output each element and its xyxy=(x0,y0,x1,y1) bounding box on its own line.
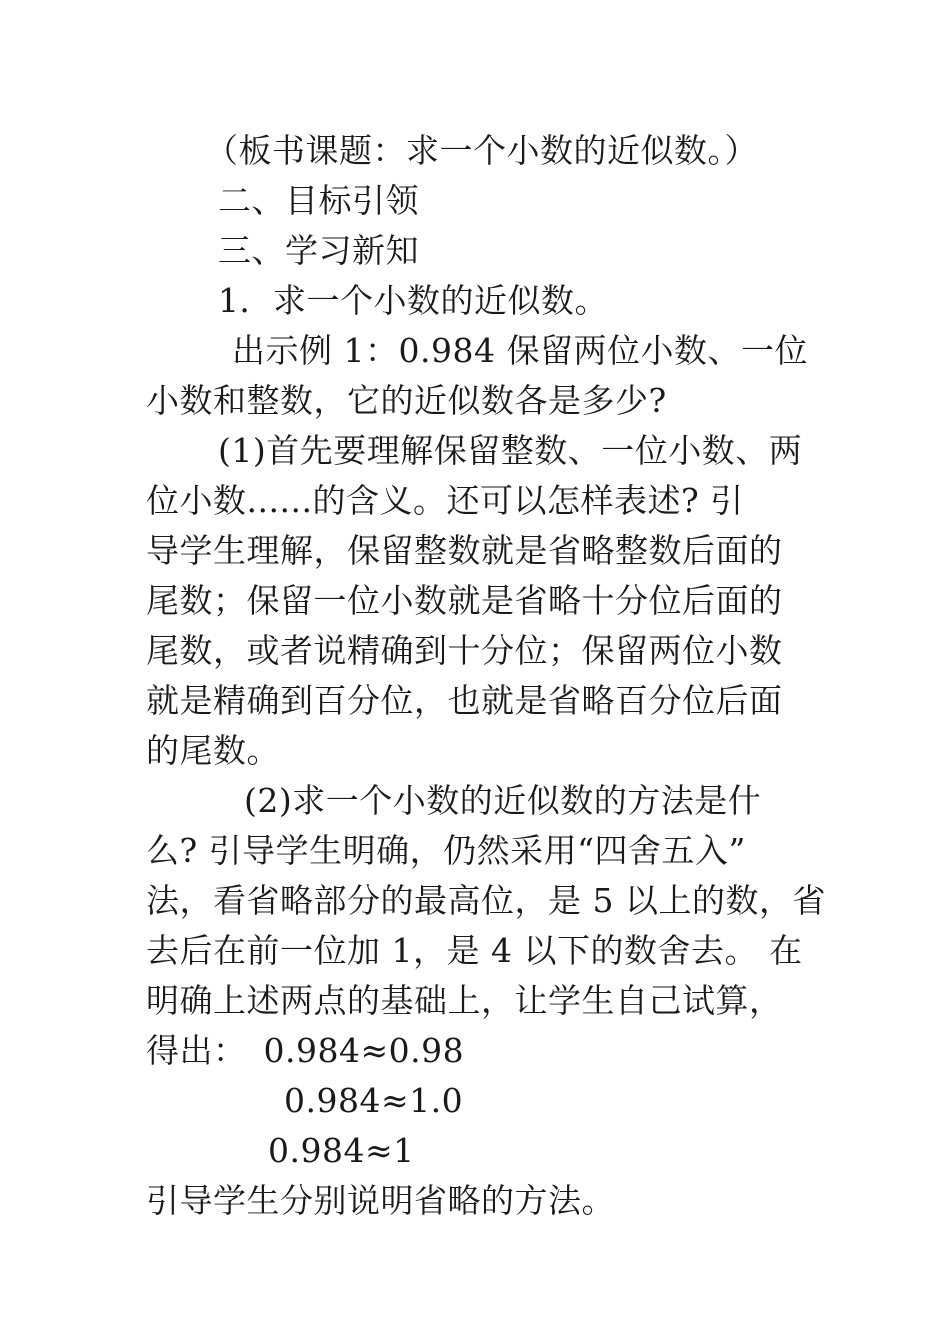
paragraph-line: 么? 引导学生明确，仍然采用“四舍五入” xyxy=(146,831,746,870)
paragraph-line: 明确上述两点的基础上，让学生自己试算， xyxy=(146,981,783,1020)
paragraph-line: 位小数......的含义。还可以怎样表述? 引 xyxy=(146,481,744,520)
paragraph-line: (1)首先要理解保留整数、一位小数、两 xyxy=(218,431,803,470)
paragraph-line: 导学生理解，保留整数就是省略整数后面的 xyxy=(146,531,783,570)
paragraph-line: 尾数，或者说精确到十分位；保留两位小数 xyxy=(146,631,783,670)
section-heading-goals: 二、目标引领 xyxy=(218,181,419,220)
subheading-approximation: 1．求一个小数的近似数。 xyxy=(218,281,608,320)
paragraph-line: 法，看省略部分的最高位，是 5 以上的数，省 xyxy=(146,881,826,920)
lesson-title-line: （板书课题：求一个小数的近似数。） xyxy=(205,131,758,170)
result-line: 0.984≈1.0 xyxy=(284,1081,464,1120)
paragraph-line: (2)求一个小数的近似数的方法是什 xyxy=(244,781,762,820)
paragraph-line: 小数和整数，它的近似数各是多少? xyxy=(146,381,667,420)
section-heading-new-knowledge: 三、学习新知 xyxy=(218,231,419,270)
paragraph-line: 尾数；保留一位小数就是省略十分位后面的 xyxy=(146,581,783,620)
paragraph-line: 的尾数。 xyxy=(146,731,280,770)
paragraph-line: 就是精确到百分位，也就是省略百分位后面 xyxy=(146,681,783,720)
paragraph-line: 引导学生分别说明省略的方法。 xyxy=(146,1181,615,1220)
result-line: 得出： 0.984≈0.98 xyxy=(146,1031,465,1070)
paragraph-line: 出示例 1：0.984 保留两位小数、一位 xyxy=(232,331,808,370)
paragraph-line: 去后在前一位加 1，是 4 以下的数舍去。 在 xyxy=(146,931,803,970)
result-line: 0.984≈1 xyxy=(268,1131,415,1170)
